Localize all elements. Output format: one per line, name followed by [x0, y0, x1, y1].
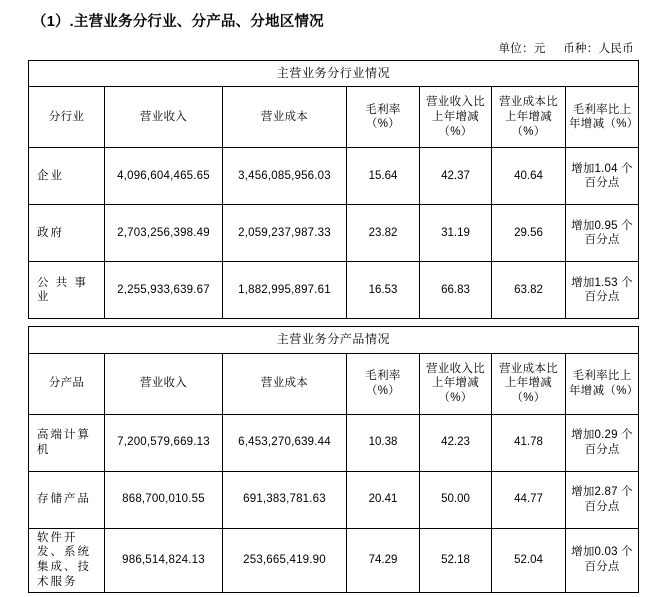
cell-revenue: 2,703,256,398.49: [105, 205, 223, 262]
cell-revenue: 2,255,933,639.67: [105, 262, 223, 319]
row-label: 政府: [29, 205, 105, 262]
col-header-category: 分产品: [29, 353, 105, 414]
col-header-revenue: 营业收入: [105, 353, 223, 414]
cell-cost-change: 63.82: [492, 262, 566, 319]
cell-revenue-change: 42.23: [420, 414, 492, 471]
cell-revenue-change: 66.83: [420, 262, 492, 319]
cell-revenue-change: 52.18: [420, 528, 492, 592]
page-title: （1）.主营业务分行业、分产品、分地区情况: [32, 14, 324, 30]
cell-revenue: 7,200,579,669.13: [105, 414, 223, 471]
cell-cost-change: 29.56: [492, 205, 566, 262]
cell-cost: 1,882,995,897.61: [223, 262, 347, 319]
cell-cost: 253,665,419.90: [223, 528, 347, 592]
cell-gross-margin: 23.82: [347, 205, 420, 262]
table-row: [29, 528, 639, 592]
table-product: [28, 326, 639, 592]
section-header-row: [29, 327, 639, 353]
col-header-margin-change: 毛利率比上年增减（%）: [566, 353, 639, 414]
column-header-row: [29, 87, 639, 148]
cell-revenue-change: 42.37: [420, 148, 492, 205]
table-row: [29, 205, 639, 262]
cell-margin-change: 增加2.87 个百分点: [566, 471, 639, 528]
cell-revenue: 4,096,604,465.65: [105, 148, 223, 205]
row-label: 存储产品: [29, 471, 105, 528]
col-header-gross-margin: 毛利率 （%）: [347, 87, 420, 148]
cell-gross-margin: 16.53: [347, 262, 420, 319]
cell-margin-change: 增加1.53 个百分点: [566, 262, 639, 319]
cell-gross-margin: 74.29: [347, 528, 420, 592]
table-industry: [28, 60, 639, 319]
cell-cost-change: 41.78: [492, 414, 566, 471]
column-header-row: [29, 353, 639, 414]
cell-revenue: 986,514,824.13: [105, 528, 223, 592]
table-row: [29, 262, 639, 319]
col-header-cost-change: 营业成本比上年增减（%）: [492, 353, 566, 414]
cell-margin-change: 增加0.95 个百分点: [566, 205, 639, 262]
table-row: [29, 471, 639, 528]
col-header-revenue: 营业收入: [105, 87, 223, 148]
cell-cost-change: 40.64: [492, 148, 566, 205]
section-title: 主营业务分产品情况: [29, 327, 639, 353]
col-header-revenue-change: 营业收入比上年增减 （%）: [420, 87, 492, 148]
cell-cost-change: 52.04: [492, 528, 566, 592]
cell-cost: 2,059,237,987.33: [223, 205, 347, 262]
cell-margin-change: 增加0.29 个百分点: [566, 414, 639, 471]
col-header-cost: 营业成本: [223, 87, 347, 148]
cell-cost: 6,453,270,639.44: [223, 414, 347, 471]
unit-label: 单位：元: [498, 43, 546, 55]
cell-margin-change: 增加1.04 个百分点: [566, 148, 639, 205]
col-header-revenue-change: 营业收入比上年增减 （%）: [420, 353, 492, 414]
cell-margin-change: 增加0.03 个百分点: [566, 528, 639, 592]
row-label: 软件开发、系统集成、技术服务: [29, 528, 105, 592]
col-header-cost: 营业成本: [223, 353, 347, 414]
cell-cost-change: 44.77: [492, 471, 566, 528]
cell-cost: 3,456,085,956.03: [223, 148, 347, 205]
row-label: 公 共 事业: [29, 262, 105, 319]
cell-gross-margin: 20.41: [347, 471, 420, 528]
table-gap: [28, 319, 638, 326]
col-header-margin-change: 毛利率比上年增减（%）: [566, 87, 639, 148]
row-label: 高端计算机: [29, 414, 105, 471]
cell-cost: 691,383,781.63: [223, 471, 347, 528]
unit-line: [28, 40, 634, 56]
row-label: 企业: [29, 148, 105, 205]
col-header-gross-margin: 毛利率 （%）: [347, 353, 420, 414]
cell-revenue-change: 31.19: [420, 205, 492, 262]
section-header-row: [29, 61, 639, 87]
table-row: [29, 148, 639, 205]
currency-label: 币种：人民币: [563, 43, 634, 55]
col-header-category: 分行业: [29, 87, 105, 148]
section-title: 主营业务分行业情况: [29, 61, 639, 87]
cell-revenue-change: 50.00: [420, 471, 492, 528]
cell-revenue: 868,700,010.55: [105, 471, 223, 528]
table-row: [29, 414, 639, 471]
cell-gross-margin: 10.38: [347, 414, 420, 471]
col-header-cost-change: 营业成本比上年增减（%）: [492, 87, 566, 148]
cell-gross-margin: 15.64: [347, 148, 420, 205]
